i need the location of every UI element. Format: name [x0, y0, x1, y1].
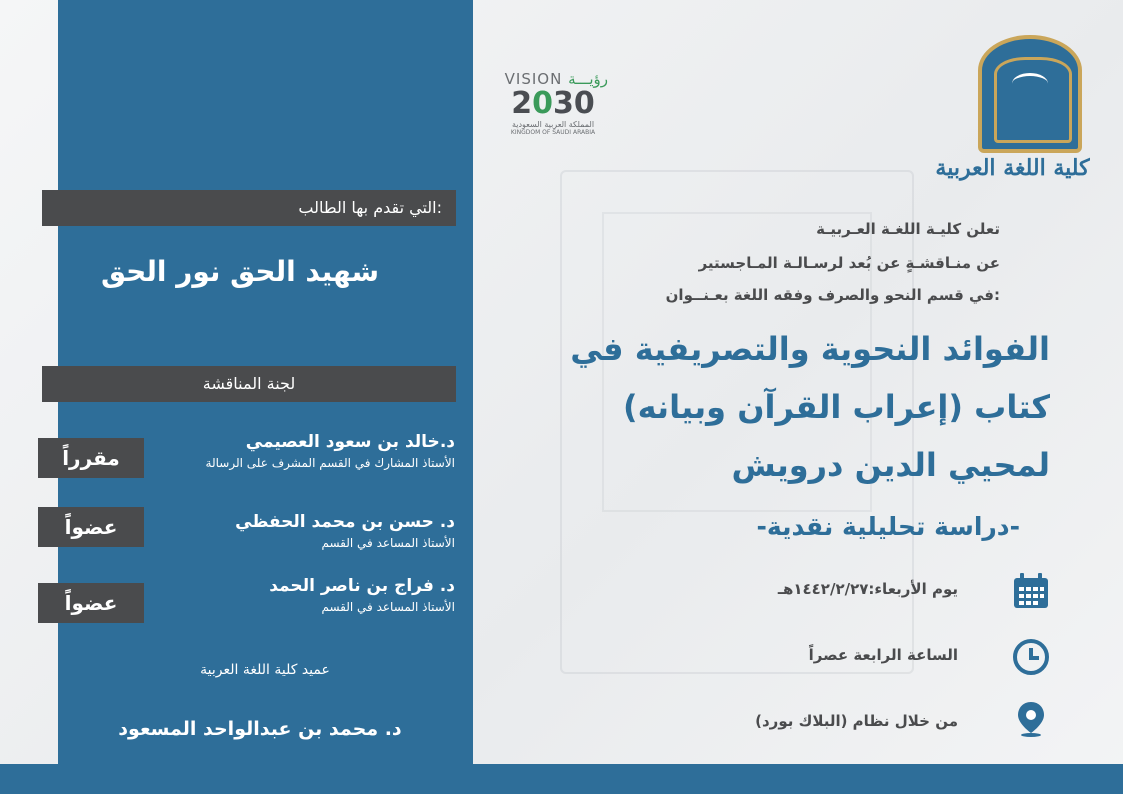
member-name: د.خالد بن سعود العصيمي — [245, 432, 455, 452]
location-text: من خلال نظام (البلاك بورد) — [755, 712, 958, 730]
member-name: د. حسن بن محمد الحفظي — [235, 512, 455, 532]
committee-member — [125, 512, 455, 550]
vision-kingdom-ar: المملكة العربية السعودية — [511, 120, 595, 129]
member-title: الأستاذ المشارك في القسم المشرف على الرسالة — [205, 456, 455, 470]
calendar-icon — [1012, 572, 1050, 610]
committee-member — [125, 576, 455, 614]
member-role-badge: عضواً — [38, 583, 144, 623]
book-icon — [1012, 73, 1048, 94]
member-title: الأستاذ المساعد في القسم — [321, 600, 455, 614]
thesis-title-line-3: لمحيي الدين درويش — [731, 446, 1050, 484]
member-role-badge: مقرراً — [38, 438, 144, 478]
logo-emblem — [994, 57, 1072, 143]
vision-word: VISION — [504, 70, 563, 88]
thesis-subtitle: -دراسة تحليلية نقدية- — [756, 512, 1020, 541]
thesis-title-line-1: الفوائد النحوية والتصريفية في — [570, 330, 1050, 368]
announcement-line-1: تعلن كليـة اللغـة العـربيـة — [816, 220, 1000, 238]
dean-title: عميد كلية اللغة العربية — [200, 662, 330, 678]
vision-2030-logo — [498, 70, 608, 136]
dean-name: د. محمد بن عبدالواحد المسعود — [118, 718, 402, 740]
college-name: كلية اللغة العربية — [935, 155, 1090, 181]
member-role-badge: عضواً — [38, 507, 144, 547]
vision-kingdom-en: KINGDOM OF SAUDI ARABIA — [510, 129, 596, 136]
vision-year-start: 2 — [511, 86, 533, 121]
bottom-band — [0, 764, 1123, 794]
date-text: يوم الأربعاء:١٤٤٢/٢/٢٧هـ — [777, 580, 958, 598]
time-text: الساعة الرابعة عصراً — [808, 646, 958, 664]
announcement-line-2: عن منـاقشـةٍ عن بُعد لرسـالـة المـاجستير — [698, 254, 1000, 272]
university-logo — [978, 35, 1082, 153]
member-title: الأستاذ المساعد في القسم — [321, 536, 455, 550]
student-label: التي تقدم بها الطالب: — [42, 190, 456, 226]
committee-label: لجنة المناقشة — [42, 366, 456, 402]
vision-arabic: رؤيـــة — [568, 70, 608, 88]
location-pin-icon — [1012, 700, 1050, 738]
announcement-line-3: في قسم النحو والصرف وفقه اللغة بعـنــوان: — [665, 286, 1000, 304]
member-name: د. فراج بن ناصر الحمد — [269, 576, 455, 596]
committee-member — [125, 432, 455, 470]
vision-year-zero: 0 — [532, 86, 553, 121]
student-name: شهيد الحق نور الحق — [100, 255, 380, 288]
vision-year-end: 30 — [553, 86, 595, 121]
thesis-title-line-2: كتاب (إعراب القرآن وبيانه) — [623, 388, 1050, 426]
clock-icon — [1012, 638, 1050, 676]
